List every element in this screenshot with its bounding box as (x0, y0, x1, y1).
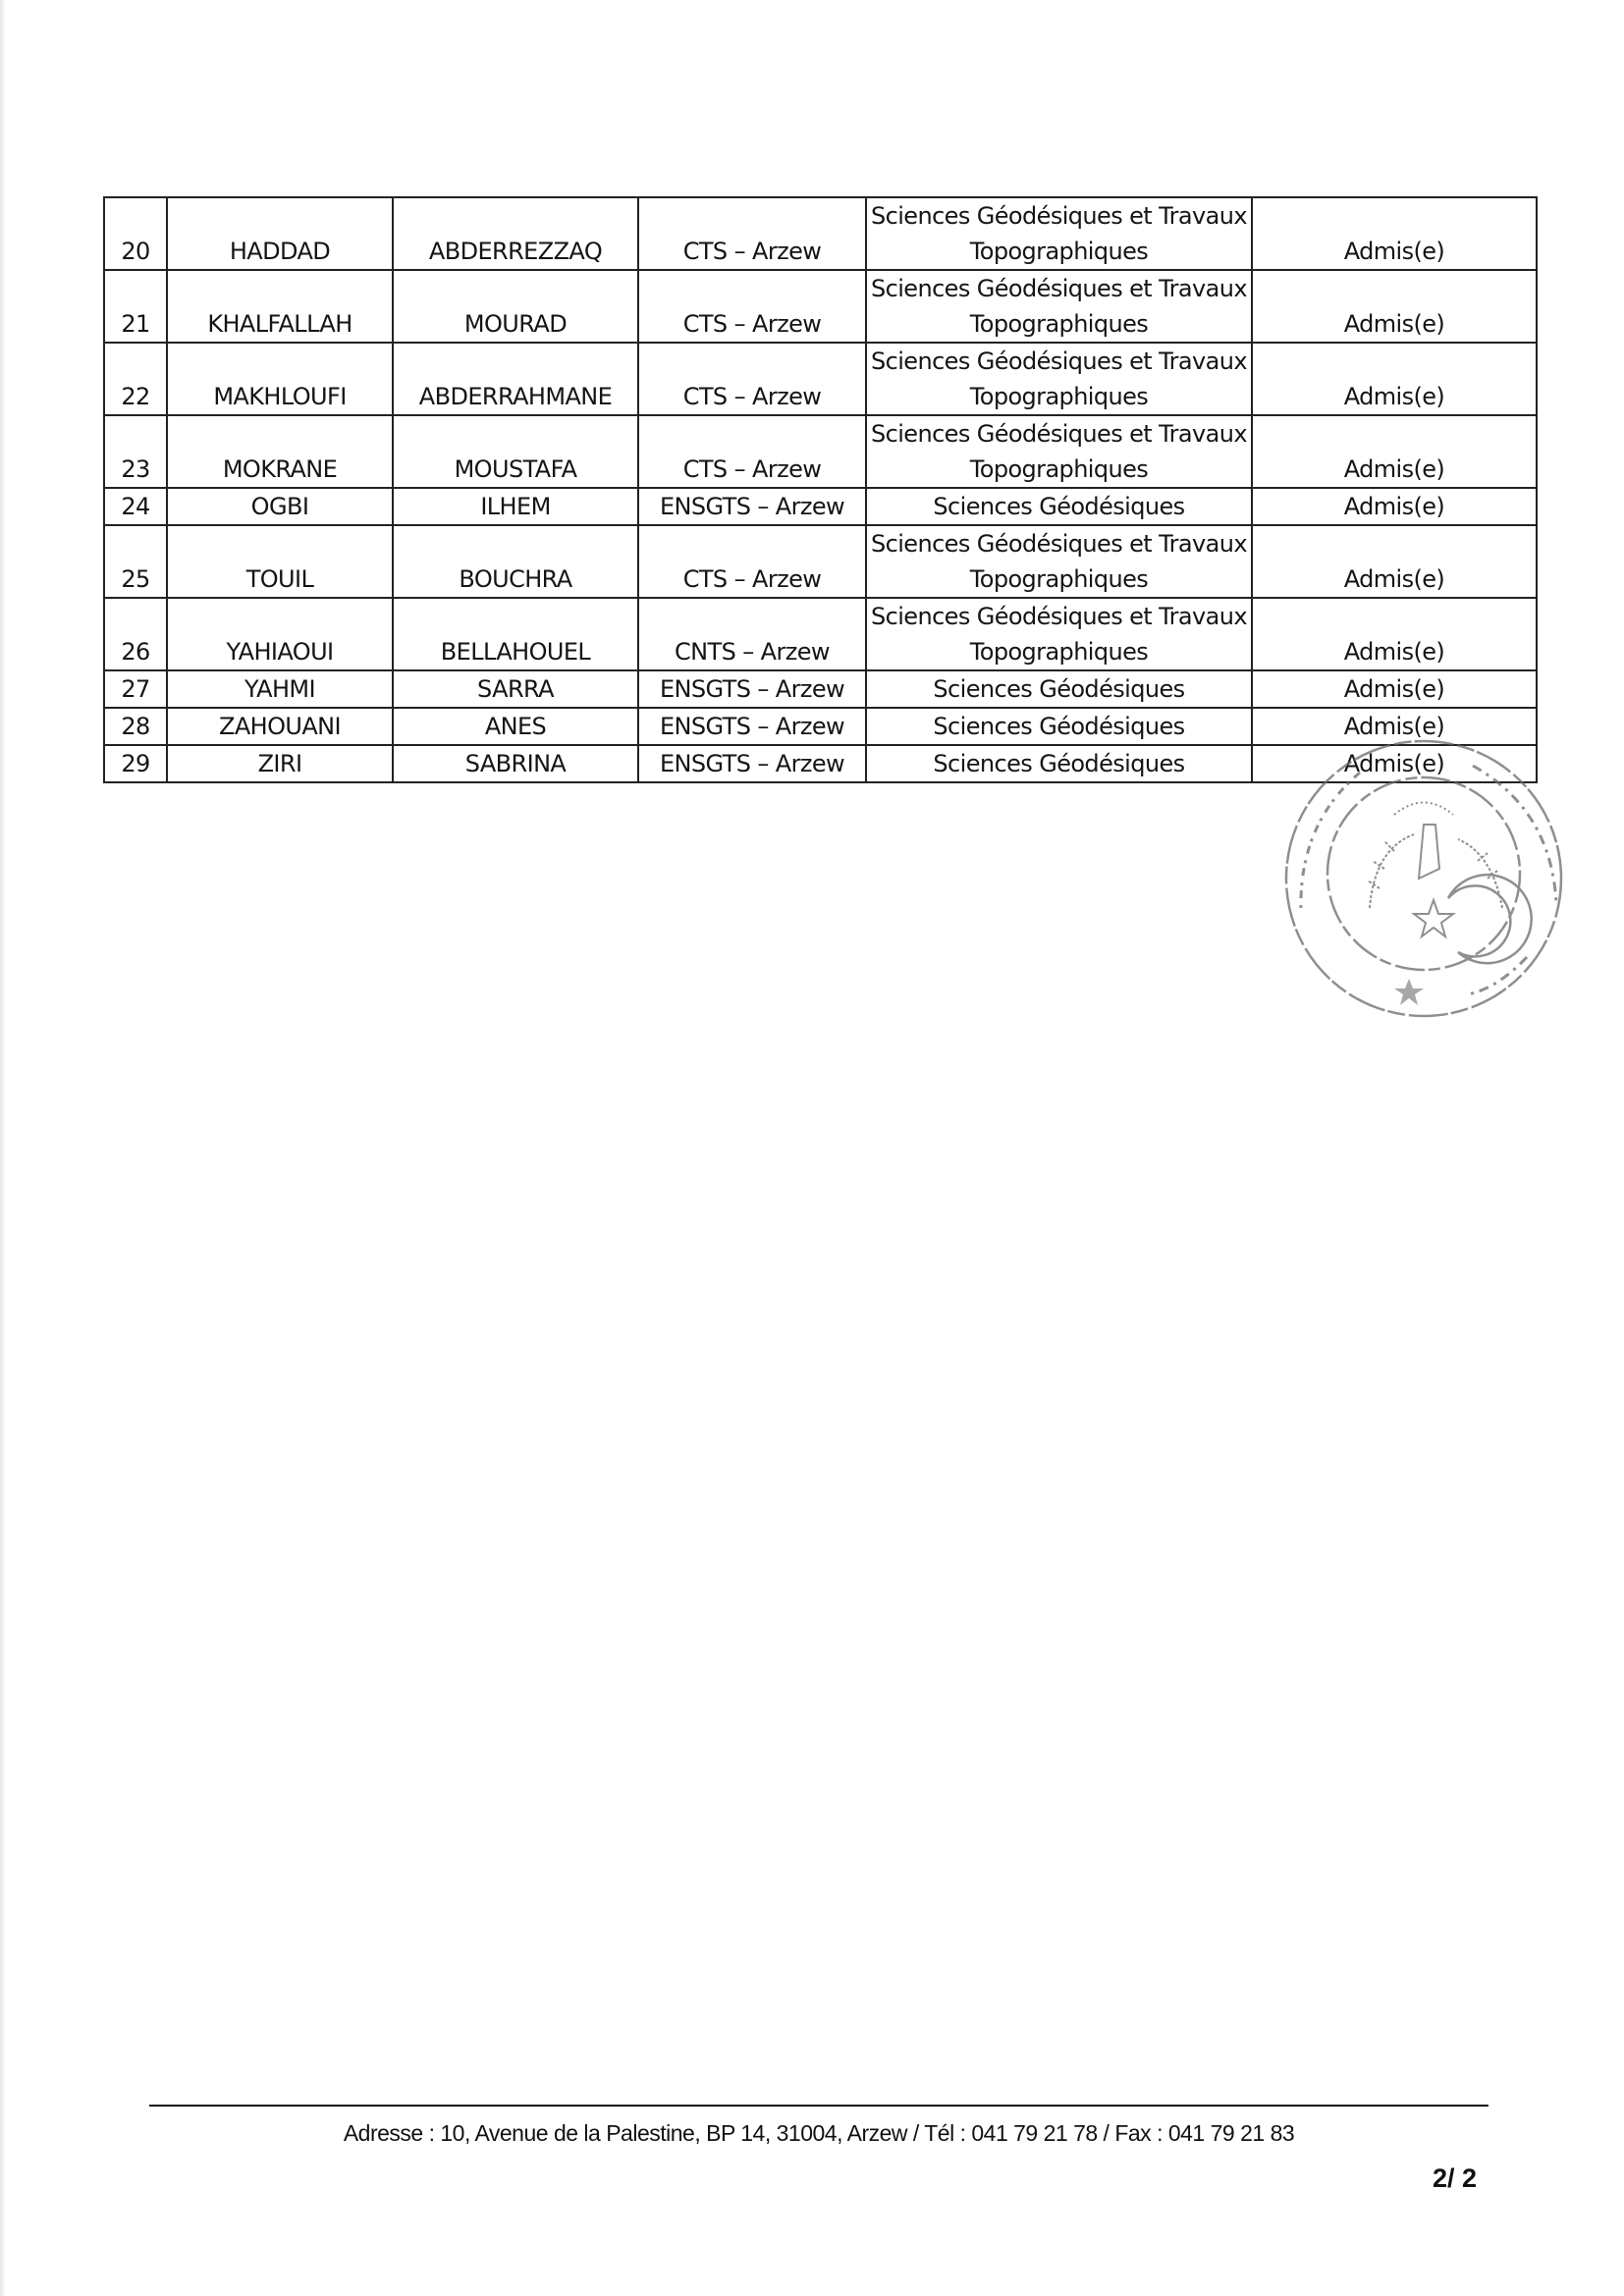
seal-branch-left (1368, 834, 1414, 908)
status: Admis(e) (1252, 670, 1537, 708)
program: Sciences Géodésiques (866, 670, 1252, 708)
first-name: BELLAHOUEL (393, 598, 638, 670)
table-row (104, 197, 1537, 270)
first-name: MOUSTAFA (393, 415, 638, 488)
page-number: 2/ 2 (1432, 2163, 1477, 2193)
status: Admis(e) (1252, 270, 1537, 343)
school: ENSGTS – Arzew (638, 708, 866, 745)
last-name: ZIRI (167, 745, 393, 782)
seal-bottom-star (1394, 979, 1424, 1005)
program-line-2: Topographiques (969, 638, 1149, 666)
last-name: YAHMI (167, 670, 393, 708)
table-row (104, 670, 1537, 708)
school: CTS – Arzew (638, 415, 866, 488)
footer-address: Adresse : 10, Avenue de la Palestine, BP 14, 31004, Arzew / Tél : 041 79 21 78 / Fax : 041 79 21 83 (343, 2120, 1295, 2146)
table-row (104, 598, 1537, 670)
row-number: 28 (104, 708, 167, 745)
school: CTS – Arzew (638, 197, 866, 270)
seal-hand (1419, 825, 1439, 879)
row-number: 26 (104, 598, 167, 670)
first-name: ANES (393, 708, 638, 745)
program: Sciences Géodésiques (866, 488, 1252, 525)
program-line-2: Topographiques (969, 310, 1149, 338)
program-line-1: Sciences Géodésiques et Travaux (871, 603, 1247, 630)
first-name: ILHEM (393, 488, 638, 525)
status: Admis(e) (1252, 525, 1537, 598)
first-name: ABDERREZZAQ (393, 197, 638, 270)
program-line-1: Sciences Géodésiques et Travaux (871, 347, 1247, 375)
last-name: MAKHLOUFI (167, 343, 393, 415)
page-edge (0, 0, 6, 2296)
program-line-1: Sciences Géodésiques et Travaux (871, 202, 1247, 230)
status: Admis(e) (1252, 488, 1537, 525)
status: Admis(e) (1252, 343, 1537, 415)
last-name: HADDAD (167, 197, 393, 270)
school: CNTS – Arzew (638, 598, 866, 670)
status: Admis(e) (1252, 708, 1537, 745)
seal-arabic-text-right (1468, 766, 1556, 994)
table-row (104, 745, 1537, 782)
school: CTS – Arzew (638, 343, 866, 415)
last-name: OGBI (167, 488, 393, 525)
last-name: TOUIL (167, 525, 393, 598)
school: CTS – Arzew (638, 270, 866, 343)
row-number: 29 (104, 745, 167, 782)
status: Admis(e) (1252, 598, 1537, 670)
first-name: SARRA (393, 670, 638, 708)
row-number: 21 (104, 270, 167, 343)
program-line-2: Topographiques (969, 455, 1149, 483)
program (866, 415, 1252, 488)
table-row (104, 525, 1537, 598)
footer-divider (149, 2105, 1489, 2107)
table-row (104, 270, 1537, 343)
row-number: 22 (104, 343, 167, 415)
last-name: YAHIAOUI (167, 598, 393, 670)
school: CTS – Arzew (638, 525, 866, 598)
first-name: MOURAD (393, 270, 638, 343)
seal-arabic-text-left (1301, 773, 1360, 913)
program (866, 197, 1252, 270)
status: Admis(e) (1252, 197, 1537, 270)
program (866, 270, 1252, 343)
table-row (104, 415, 1537, 488)
program-line-1: Sciences Géodésiques et Travaux (871, 530, 1247, 558)
program (866, 343, 1252, 415)
last-name: KHALFALLAH (167, 270, 393, 343)
status: Admis(e) (1252, 415, 1537, 488)
school: ENSGTS – Arzew (638, 745, 866, 782)
program (866, 598, 1252, 670)
results-table (103, 196, 1538, 783)
first-name: BOUCHRA (393, 525, 638, 598)
last-name: MOKRANE (167, 415, 393, 488)
program: Sciences Géodésiques (866, 708, 1252, 745)
program-line-1: Sciences Géodésiques et Travaux (871, 420, 1247, 448)
first-name: ABDERRAHMANE (393, 343, 638, 415)
program-line-2: Topographiques (969, 383, 1149, 410)
first-name: SABRINA (393, 745, 638, 782)
table-row (104, 708, 1537, 745)
table-row (104, 343, 1537, 415)
school: ENSGTS – Arzew (638, 670, 866, 708)
seal-sun-rays (1394, 803, 1453, 816)
program-line-2: Topographiques (969, 565, 1149, 593)
row-number: 27 (104, 670, 167, 708)
last-name: ZAHOUANI (167, 708, 393, 745)
row-number: 24 (104, 488, 167, 525)
program-line-2: Topographiques (969, 238, 1149, 265)
row-number: 25 (104, 525, 167, 598)
school: ENSGTS – Arzew (638, 488, 866, 525)
results-table-body (104, 197, 1537, 782)
seal-inner-star (1414, 900, 1453, 936)
row-number: 20 (104, 197, 167, 270)
seal-crescent (1448, 875, 1532, 963)
row-number: 23 (104, 415, 167, 488)
program-line-1: Sciences Géodésiques et Travaux (871, 275, 1247, 302)
program (866, 525, 1252, 598)
seal-branch-right (1458, 839, 1502, 908)
table-row (104, 488, 1537, 525)
seal-inner-ring (1327, 777, 1520, 970)
status: Admis(e) (1252, 745, 1537, 782)
program: Sciences Géodésiques (866, 745, 1252, 782)
